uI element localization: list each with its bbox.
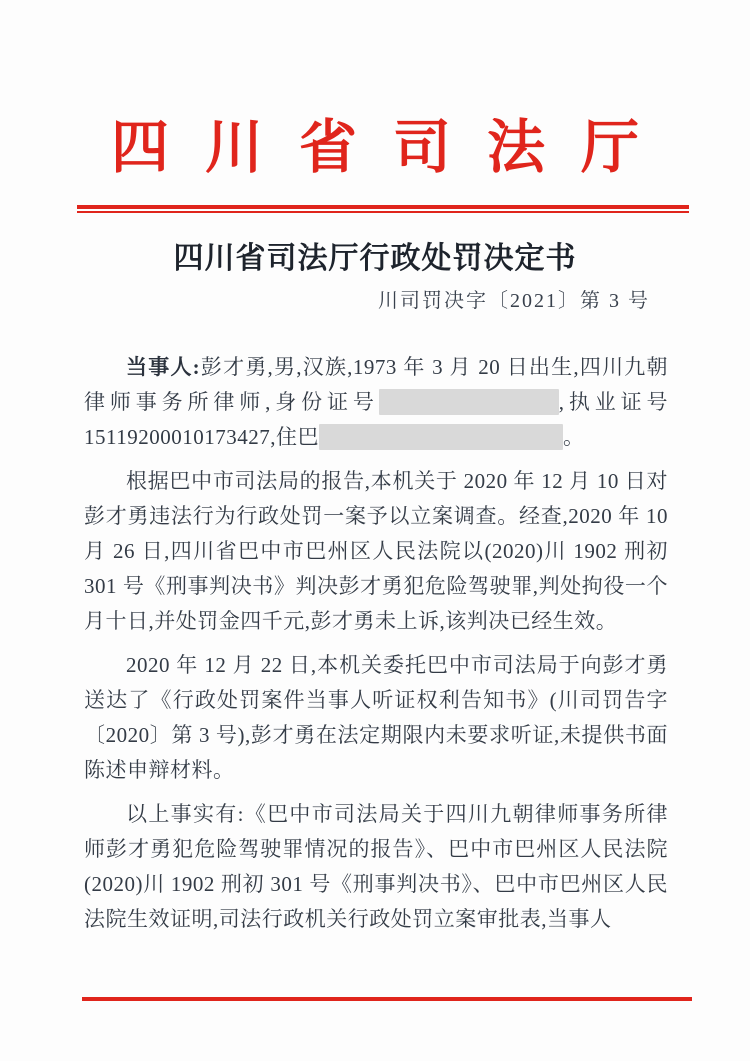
letterhead-title: 四川省司法厅 xyxy=(110,115,675,180)
redacted-id-number-box xyxy=(379,389,559,415)
party-paragraph xyxy=(84,350,668,455)
redacted-address-box xyxy=(319,424,563,450)
party-label: 当事人: xyxy=(126,355,201,379)
letterhead-divider xyxy=(77,205,689,213)
party-text-before-id: 彭才勇,男,汉族,1973 年 3 月 20 日出生,四川九朝律师事务所律师,身份证号 xyxy=(84,355,669,414)
paragraph-hearing-notice: 2020 年 12 月 22 日,本机关委托巴中市司法局于向彭才勇送达了《行政处罚案件当事人听证权利告知书》(川司罚告字〔2020〕第 3 号),彭才勇在法定期限内未要求听证,未提供书面陈述申辩材料。 xyxy=(84,653,668,782)
document-title: 四川省司法厅行政处罚决定书 xyxy=(173,242,577,275)
document-body xyxy=(84,350,668,937)
paragraph-investigation: 根据巴中市司法局的报告,本机关于 2020 年 12 月 10 日对彭才勇违法行为行政处罚一案予以立案调查。经查,2020 年 10 月 26 日,四川省巴中市巴州区人民法院以(2020)川 1902 刑初 301 号《刑事判决书》判决彭才勇犯危险驾驶罪,判处拘役一个月十日,并处罚金四千元,彭才勇未上诉,该判决已经生效。 xyxy=(84,469,668,633)
document-number: 川司罚决字〔2021〕第 3 号 xyxy=(378,290,650,312)
party-text-after-address: 。 xyxy=(562,425,585,449)
footer-divider xyxy=(82,997,692,1001)
party-text-after-id: ,执业证号 15119200010173427,住巴 xyxy=(84,390,668,449)
paragraph-evidence: 以上事实有:《巴中市司法局关于四川九朝律师事务所律师彭才勇犯危险驾驶罪情况的报告》、巴中市巴州区人民法院(2020)川 1902 刑初 301 号《刑事判决书》、巴中市巴州区人民法院生效证明,司法行政机关行政处罚立案审批表,当事人 xyxy=(84,802,668,931)
